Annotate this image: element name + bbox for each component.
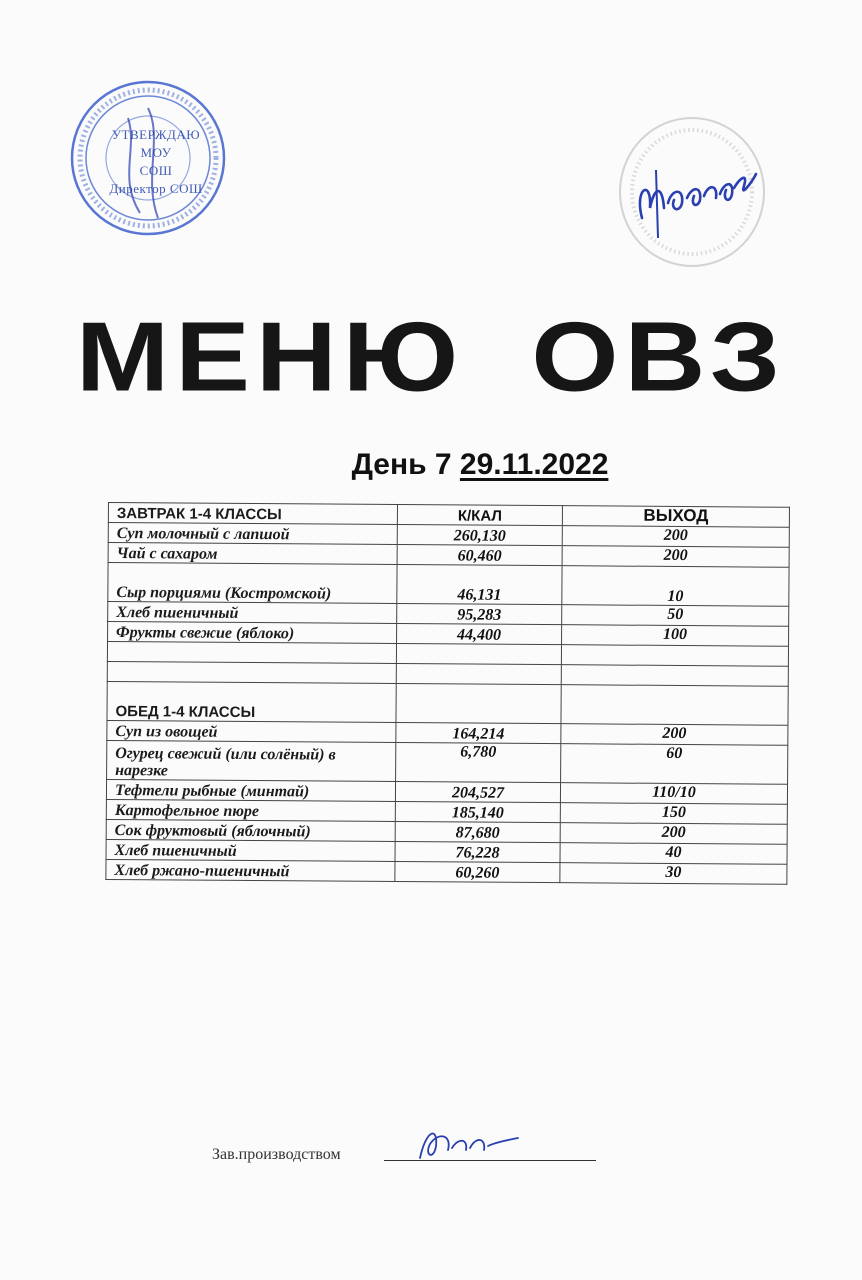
dish-kcal: 60,260 [395, 862, 560, 883]
footer-signature [412, 1120, 522, 1166]
dish-output: 60 [561, 744, 788, 785]
signature-stamp [612, 108, 772, 273]
dish-kcal: 44,400 [397, 624, 562, 645]
dish-name: Суп молочный с лапшой [108, 523, 397, 545]
dish-kcal: 60,460 [397, 545, 562, 566]
dish-output: 40 [560, 843, 787, 865]
dish-output: 200 [562, 546, 789, 568]
dish-kcal: 204,527 [395, 782, 560, 803]
dish-name: Хлеб ржано-пшеничный [106, 859, 395, 881]
dish-name: Хлеб пшеничный [108, 602, 397, 624]
header-output: ВЫХОД [562, 506, 789, 528]
dish-kcal: 260,130 [397, 525, 562, 546]
dish-output: 150 [560, 803, 787, 825]
menu-table [105, 502, 790, 885]
stamp-line-1: УТВЕРЖДАЮ [111, 127, 201, 142]
dish-kcal: 164,214 [396, 723, 561, 744]
dish-kcal: 76,228 [395, 842, 560, 863]
dish-kcal: 46,131 [397, 565, 562, 605]
day-label: День 7 [351, 448, 452, 481]
footer-label: Зав.производством [212, 1146, 341, 1163]
table-row [108, 563, 789, 607]
header-lunch: ОБЕД 1-4 КЛАССЫ [107, 681, 396, 722]
header-kcal: К/КАЛ [397, 505, 562, 526]
dish-output: 200 [561, 724, 788, 746]
table-row [106, 859, 787, 884]
stamp-line-3: СОШ [139, 163, 173, 178]
header-breakfast: ЗАВТРАК 1-4 КЛАССЫ [108, 503, 397, 525]
dish-name: Хлеб пшеничный [106, 839, 395, 861]
stamp-line-4: Директор СОШ [109, 181, 203, 196]
dish-kcal: 87,680 [395, 822, 560, 843]
dish-output: 10 [562, 566, 789, 607]
dish-output: 200 [560, 823, 787, 845]
dish-kcal: 6,780 [396, 743, 561, 783]
dish-name: Суп из овощей [107, 720, 396, 742]
dish-output: 200 [562, 526, 789, 548]
dish-output: 30 [560, 863, 787, 885]
dish-output: 50 [562, 605, 789, 627]
stamp-line-2: МОУ [140, 145, 172, 160]
dish-kcal: 185,140 [395, 802, 560, 823]
dish-name: Чай с сахаром [108, 543, 397, 565]
page-title: МЕНЮ ОВЗ [75, 301, 787, 412]
dish-output: 100 [562, 625, 789, 647]
dish-name: Сыр порциями (Костромской) [108, 563, 397, 604]
dish-name: Сок фруктовый (яблочный) [106, 819, 395, 841]
dish-name: Огурец свежий (или солёный) в нарезке [107, 740, 396, 781]
lunch-header-row [107, 681, 788, 725]
stamp-text [96, 126, 216, 198]
table-row [107, 740, 788, 784]
dish-name: Фрукты свежие (яблоко) [108, 622, 397, 644]
dish-name: Тефтели рыбные (минтай) [106, 779, 395, 801]
dish-name: Картофельное пюре [106, 799, 395, 821]
dish-kcal: 95,283 [397, 604, 562, 625]
day-heading [0, 448, 862, 482]
dish-output: 110/10 [560, 783, 787, 805]
day-date: 29.11.2022 [459, 448, 609, 481]
